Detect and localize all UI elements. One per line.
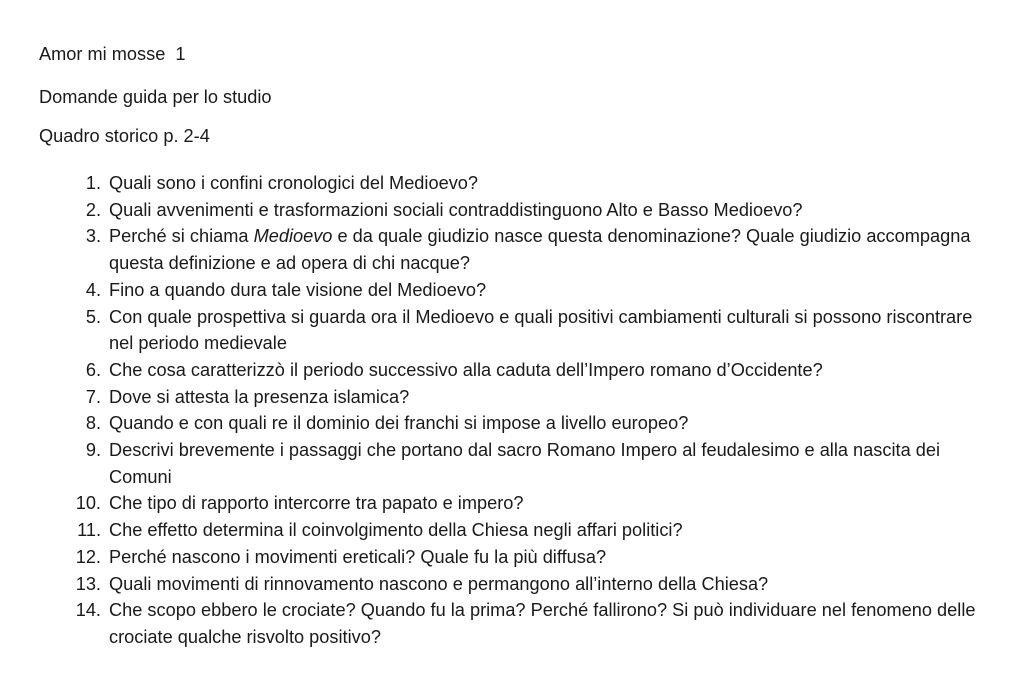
item-number: 8. [85, 413, 101, 434]
item-text: Che cosa caratterizzò il periodo successivo alla caduta dell’Impero romano d’Occidente? [109, 359, 823, 380]
item-text: Che scopo ebbero le crociate? Quando fu la prima? Perché fallirono? Si può individuare nel fenomeno delle crociate qualche risvolto positivo? [109, 600, 976, 647]
item-text-part: Perché si chiama [109, 226, 254, 247]
item-number: 2. [85, 199, 101, 220]
item-text: Perché nascono i movimenti ereticali? Quale fu la più diffusa? [109, 546, 607, 567]
item-number: 6. [85, 359, 101, 380]
item-number: 12. [75, 546, 101, 567]
item-text: Che effetto determina il coinvolgimento della Chiesa negli affari politici? [109, 520, 683, 541]
list-item [0, 304, 1012, 357]
item-number: 10. [75, 493, 101, 514]
item-text: Quando e con quali re il dominio dei franchi si impose a livello europeo? [109, 413, 689, 434]
item-text [109, 223, 989, 276]
list-item [0, 490, 1012, 517]
item-text-part: e da quale giudizio nasce questa denominazione? Quale giudizio accompagna questa definizione e ad opera di chi nacque? [109, 226, 971, 274]
item-number: 9. [85, 440, 101, 461]
item-number: 4. [85, 279, 101, 300]
questions-list [0, 170, 1012, 651]
list-item [0, 597, 1012, 650]
list-item [0, 410, 1012, 437]
item-text: Quali movimenti di rinnovamento nascono e permangono all’interno della Chiesa? [109, 573, 769, 594]
document-title: Amor mi mosse 1 [39, 44, 186, 64]
list-item [0, 357, 1012, 384]
list-item [0, 277, 1012, 304]
list-item [0, 223, 1012, 276]
item-number: 5. [85, 306, 101, 327]
item-text: Fino a quando dura tale visione del Medioevo? [109, 279, 487, 300]
item-text-italic: Medioevo [253, 226, 333, 247]
item-text: Descrivi brevemente i passaggi che portano dal sacro Romano Impero al feudalesimo e alla nascita dei Comuni [109, 440, 941, 487]
list-item [0, 384, 1012, 411]
list-item [0, 197, 1012, 224]
item-text: Con quale prospettiva si guarda ora il Medioevo e quali positivi cambiamenti culturali si possono riscontrare nel periodo medievale [109, 306, 973, 354]
list-item [0, 170, 1012, 197]
item-text: Quali sono i confini cronologici del Medioevo? [109, 173, 479, 193]
item-number: 7. [85, 386, 101, 407]
list-item [0, 437, 1012, 490]
document-subtitle: Domande guida per lo studio [39, 87, 272, 107]
list-item [0, 544, 1012, 571]
item-text: Che tipo di rapporto intercorre tra papato e impero? [109, 493, 524, 514]
section-heading: Quadro storico p. 2-4 [39, 126, 210, 146]
item-number: 3. [85, 226, 101, 247]
item-number: 13. [75, 573, 101, 594]
item-number: 11. [77, 520, 101, 541]
item-text: Dove si attesta la presenza islamica? [109, 386, 410, 407]
item-number: 1. [85, 173, 101, 193]
item-number: 14. [75, 600, 101, 621]
list-item [0, 517, 1012, 544]
list-item [0, 571, 1012, 598]
item-text: Quali avvenimenti e trasformazioni sociali contraddistinguono Alto e Basso Medioevo? [109, 199, 803, 220]
